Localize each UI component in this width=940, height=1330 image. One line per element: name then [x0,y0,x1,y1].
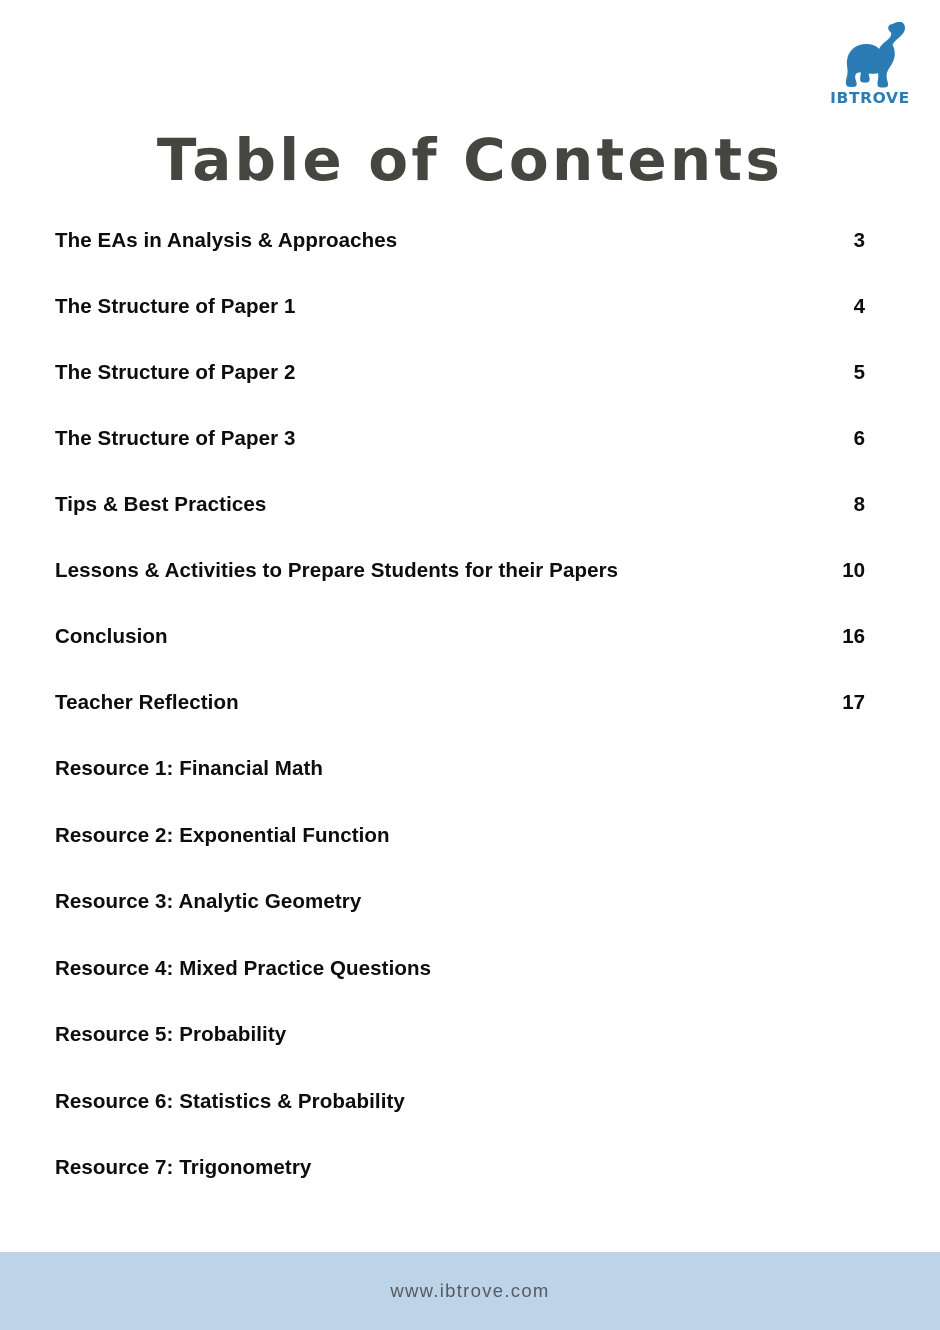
logo-wordmark: IBTROVE [830,89,910,107]
ibtrove-logo [822,22,918,114]
toc-entry-label: The Structure of Paper 2 [55,361,296,384]
toc-entry-page: 10 [842,559,865,582]
toc-entry-label: Resource 4: Mixed Practice Questions [55,956,432,980]
toc-entry[interactable] [55,690,865,756]
toc-entry-page: 6 [853,427,865,450]
elephant-icon [834,22,906,90]
toc-entry-label: Tips & Best Practices [55,493,267,516]
toc-entry-page: 8 [853,493,865,516]
toc-entry-page: 17 [842,691,865,714]
toc-entry-label: Resource 7: Trigonometry [55,1156,312,1179]
toc-entry-page: 16 [842,625,865,648]
page-footer [0,1252,940,1330]
toc-entry[interactable] [55,1089,865,1156]
toc-entry-label: Conclusion [55,625,168,648]
table-of-contents-list [55,228,865,1222]
toc-entry[interactable] [55,889,865,956]
toc-entry-label: Resource 5: Probability [55,1023,287,1046]
toc-entry[interactable] [55,1155,865,1222]
toc-entry-page: 5 [853,361,865,384]
toc-entry[interactable] [55,294,865,360]
toc-entry[interactable] [55,756,865,823]
page-title: Table of Contents [156,126,784,194]
toc-entry-label: Resource 6: Statistics & Probability [55,1089,405,1113]
toc-entry[interactable] [55,1022,865,1089]
toc-entry-label: The Structure of Paper 1 [55,295,296,318]
toc-entry[interactable] [55,360,865,426]
toc-entry[interactable] [55,624,865,690]
toc-entry-page: 4 [853,295,865,318]
toc-entry-page: 3 [853,229,865,252]
toc-entry-label: Resource 1: Financial Math [55,757,324,780]
footer-website-url[interactable]: www.ibtrove.com [390,1280,550,1301]
toc-entry-label: Lessons & Activities to Prepare Students for their Papers [55,559,619,582]
toc-entry[interactable] [55,558,865,624]
toc-entry[interactable] [55,426,865,492]
toc-entry-label: Resource 2: Exponential Function [55,823,390,847]
toc-entry[interactable] [55,228,865,294]
toc-entry[interactable] [55,492,865,558]
toc-entry[interactable] [55,956,865,1023]
toc-entry-label: Teacher Reflection [55,691,239,714]
toc-entry-label: Resource 3: Analytic Geometry [55,890,362,913]
toc-entry-label: The EAs in Analysis & Approaches [55,229,398,252]
toc-entry[interactable] [55,823,865,890]
toc-entry-label: The Structure of Paper 3 [55,427,296,450]
